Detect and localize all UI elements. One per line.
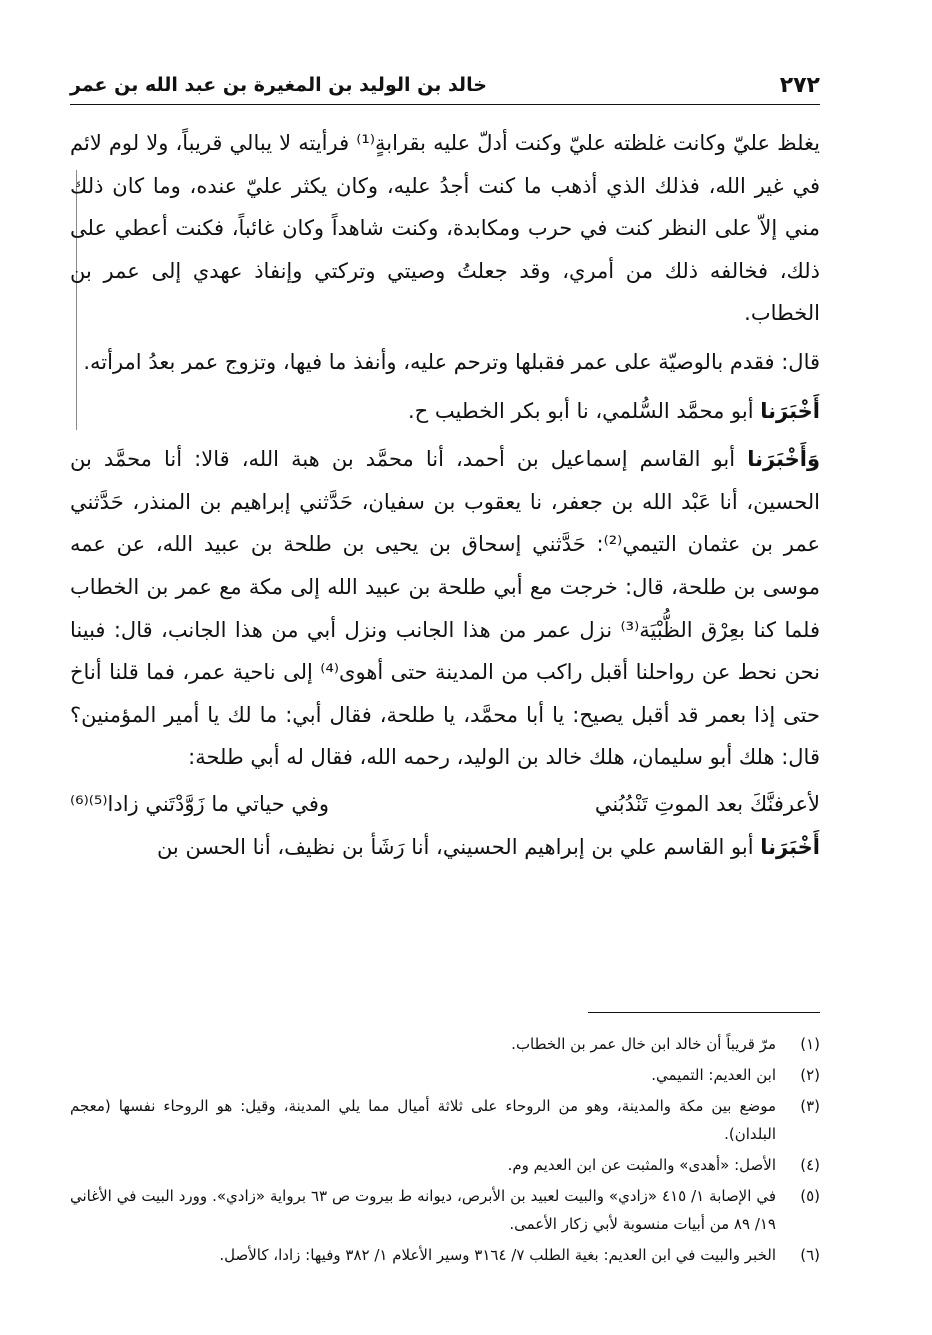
footnote-text: موضع بين مكة والمدينة، وهو من الروحاء على ثلاثة أميال مما يلي المدينة، وقيل: هو الروحاء نفسها (معجم البلدان). [70,1097,776,1143]
footnote [70,1151,820,1179]
footnote-separator [588,1012,820,1013]
footnote-text: الخبر والبيت في ابن العديم: بغية الطلب ٧/ ٣١٦٤ وسير الأعلام ١/ ٣٨٢ وفيها: زادا، كالأصل. [219,1246,776,1264]
footnote [70,1182,820,1238]
paragraph-4-lead: وَأَخْبَرَنا [747,447,820,472]
running-title: خالد بن الوليد بن المغيرة بن عبد الله بن عمر [70,74,487,96]
footnote-text: الأصل: «أهدى» والمثبت عن ابن العديم وم. [507,1156,776,1174]
footnote [70,1092,820,1148]
footnote-number: (٣) [800,1097,820,1115]
verse-first-hemistich: لأعرفنَّكَ بعد الموتِ تَنْدُبُني [594,791,820,816]
poetry-verse [70,783,820,826]
footnote-text: مرّ قريباً أن خالد ابن خال عمر بن الخطاب. [511,1035,776,1053]
footnote [70,1061,820,1089]
paragraph-3-lead: أَخْبَرَنا [760,398,820,423]
paragraph-3 [70,390,820,433]
footnote-text: ابن العديم: التميمي. [651,1066,776,1084]
page-header [70,66,820,105]
paragraph-5-lead: أَخْبَرَنا [760,834,820,859]
footnote [70,1030,820,1058]
footnote [70,1241,820,1269]
main-text [70,122,820,868]
paragraph-5-text: أبو القاسم علي بن إبراهيم الحسيني، أنا رَشَأ بن نظيف، أنا الحسن بن [156,834,761,859]
paragraph-1: يغلظ عليّ وكانت غلظته عليّ وكنت أدلّ عليه بقرابةٍ⁽¹⁾ فرأيته لا يبالي قريباً، ولا لوم لائم في غير الله، فذلك الذي أذهب ما كنت أجدُ عليه، وكان يكثر عليّ عنده، وما كان ذلك مني إلاّ على النظر كنت في حرب ومكابدة، وكنت شاهداً وكان غائباً، فكنت أعطي على ذلك، فخالفه ذلك من أمري، وقد جعلتُ وصيتي وتركتي وإنفاذ عهدي إلى عمر بن الخطاب. [70,131,820,326]
footnotes [70,1030,820,1272]
footnote-text: في الإصابة ١/ ٤١٥ «زادي» والبيت لعبيد بن الأبرص، ديوانه ط بيروت ص ٦٣ برواية «زادي». وورد البيت في الأغاني ١٩/ ٨٩ من أبيات منسوبة لأبي زكار الأعمى. [70,1187,776,1233]
paragraph-5 [70,826,820,869]
paragraph-3-text: أبو محمَّد السُّلمي، نا أبو بكر الخطيب ح. [408,398,761,423]
paragraph-4-text: أبو القاسم إسماعيل بن أحمد، أنا محمَّد بن هبة الله، قالا: أنا محمَّد بن الحسين، أنا عَبْد الله بن جعفر، نا يعقوب بن سفيان، حَدَّثني إبراهيم بن المنذر، حَدَّثني عمر بن عثمان التيمي⁽²⁾: حَدَّثني إسحاق بن يحيى بن طلحة بن عبيد الله، عن عمه موسى بن طلحة، قال: خرجت مع أبي طلحة بن عبيد الله إلى مكة مع عمر بن الخطاب فلما كنا بعِرْق الظُّبْيَة⁽³⁾ نزل عمر من هذا الجانب ونزل أبي من هذا الجانب، قال: فبينا نحن نحط عن رواحلنا أقبل راكب من المدينة حتى أهوى⁽⁴⁾ إلى ناحية عمر، فما قلنا أناخ حتى إذا بعمر قد أقبل يصيح: يا أبا محمَّد، يا طلحة، فقال أبي: ما لك يا أمير المؤمنين؟ قال: هلك أبو سليمان، هلك خالد بن الوليد، رحمه الله، فقال له أبي طلحة: [70,447,820,770]
page-number: ٢٧٢ [779,72,820,98]
verse-second-hemistich: وفي حياتي ما زَوَّدْتَني زادا⁽⁵⁾⁽⁶⁾ [70,791,330,816]
paragraph-4 [70,438,820,779]
footnote-number: (١) [800,1035,820,1053]
footnote-number: (٢) [800,1066,820,1084]
footnote-number: (٥) [800,1187,820,1205]
paragraph-2: قال: فقدم بالوصيّة على عمر فقبلها وترحم عليه، وأنفذ ما فيها، وتزوج عمر بعدُ امرأته. [83,349,820,374]
footnote-number: (٤) [800,1156,820,1174]
footnote-number: (٦) [800,1246,820,1264]
